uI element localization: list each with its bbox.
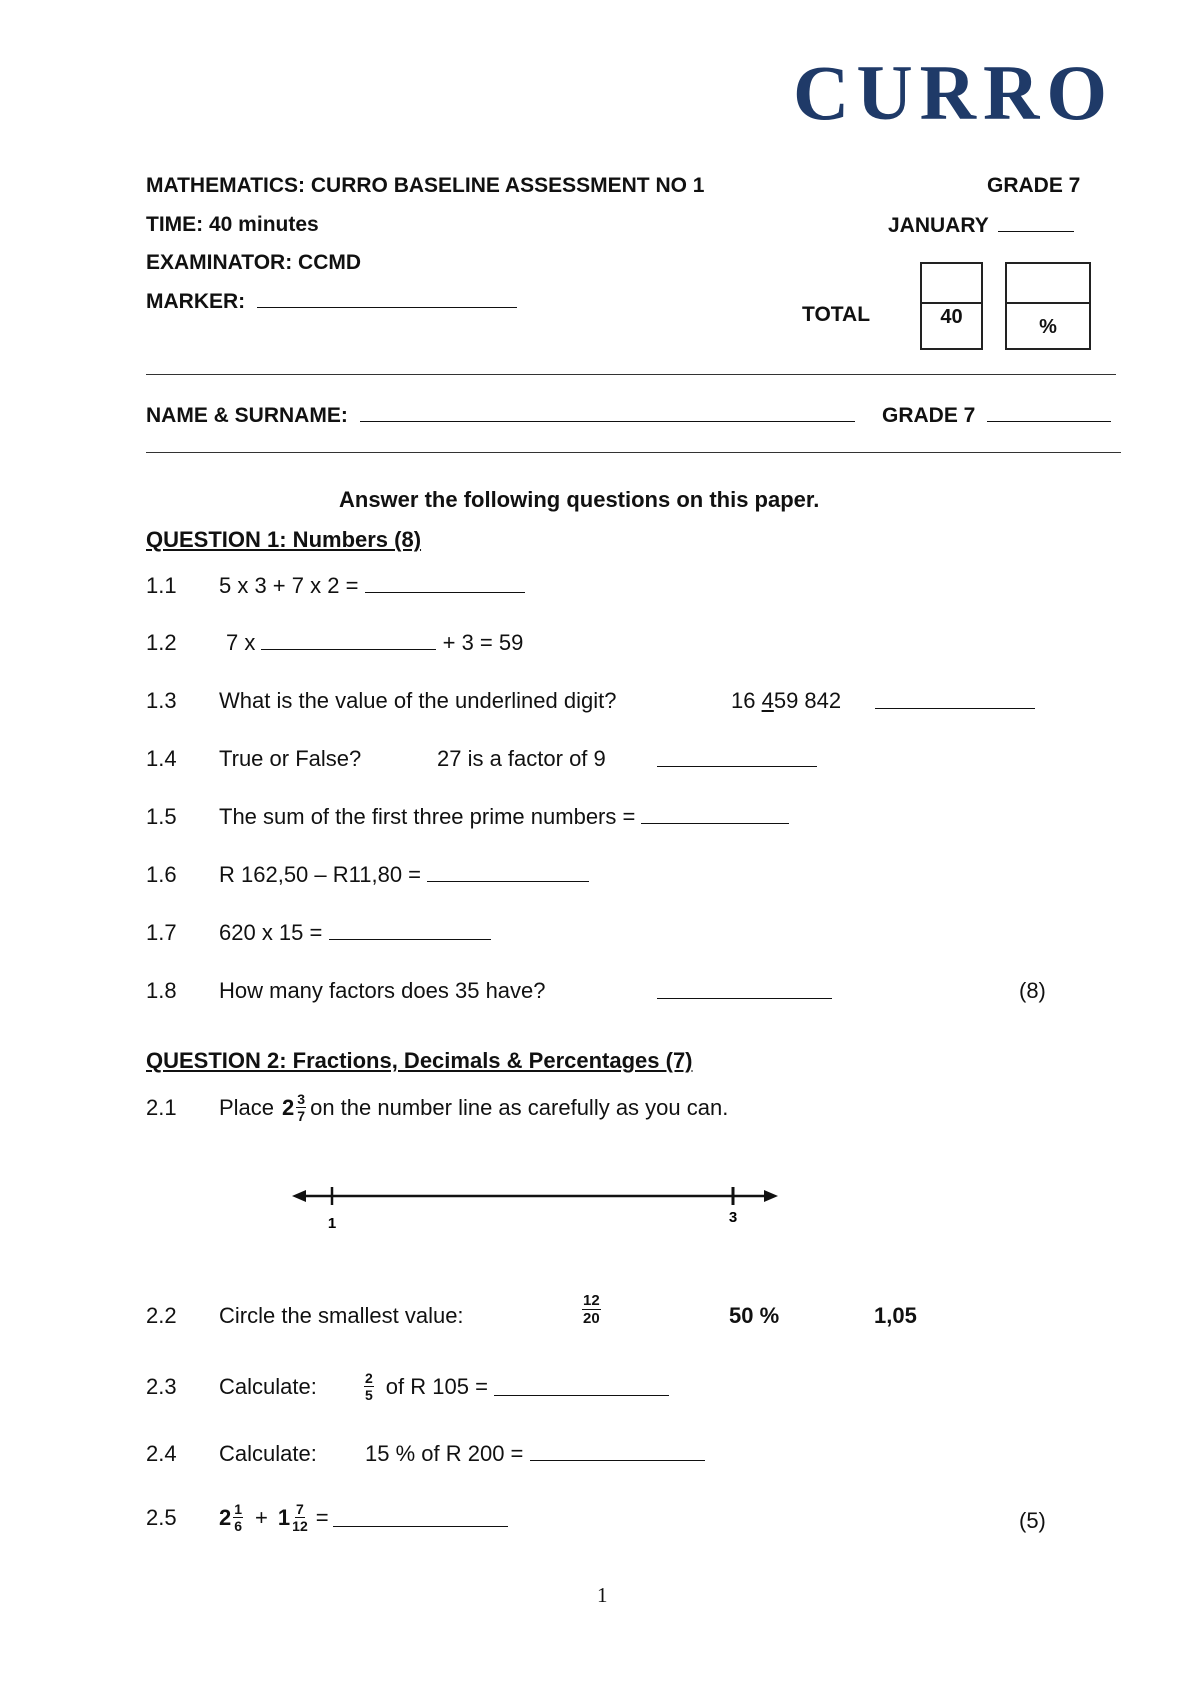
q-text: R 162,50 – R11,80 =	[219, 862, 422, 887]
q1-4	[146, 746, 361, 772]
mixed-number-whole: 2	[282, 1094, 295, 1120]
q-text-post: of R 105 =	[385, 1373, 488, 1399]
name-blank[interactable]	[360, 403, 855, 422]
question-1-title: QUESTION 1: Numbers (8)	[146, 527, 422, 552]
percent-symbol: %	[1039, 316, 1057, 338]
subject-title: MATHEMATICS: CURRO BASELINE ASSESSMENT NO 1	[146, 174, 705, 197]
answer-blank-1-8[interactable]	[657, 980, 832, 1004]
q-number: 1.3	[146, 688, 177, 713]
header-grade: GRADE 7	[987, 174, 1081, 197]
q-number: 1.6	[146, 862, 177, 887]
q-number: 1.2	[146, 630, 177, 655]
month-field[interactable]	[888, 213, 1074, 238]
number-line[interactable]	[290, 1176, 780, 1236]
q-number: 2.4	[146, 1441, 177, 1466]
answer-blank-1-2[interactable]	[261, 631, 436, 650]
total-marks-value: 40	[940, 306, 963, 328]
total-label: TOTAL	[802, 303, 871, 326]
answer-blank-2-5[interactable]	[333, 1508, 508, 1527]
q2-4	[146, 1441, 705, 1467]
q2-2	[146, 1303, 464, 1329]
q1-7	[146, 920, 491, 946]
q-number: 1.8	[146, 978, 177, 1003]
fraction: $\frac{7}{12}$	[292, 1501, 308, 1534]
q1-1	[146, 573, 525, 599]
q-text: Circle the smallest value:	[219, 1303, 464, 1328]
q-text: What is the value of the underlined digit?	[219, 688, 617, 713]
time-label: TIME: 40 minutes	[146, 213, 319, 236]
q2-5: 2.5 2 $\frac{1}{6}$ + 1 $\frac{7}{12}$ =	[146, 1502, 508, 1533]
answer-blank-1-7[interactable]	[329, 921, 491, 940]
divider-bottom	[146, 452, 1121, 453]
tick-label-3: 3	[728, 1209, 738, 1226]
q-text: 7 x	[226, 630, 256, 655]
page-number: 1	[597, 1583, 608, 1607]
answer-blank-1-5[interactable]	[641, 805, 789, 824]
q-number: 1.5	[146, 804, 177, 829]
q-text: Calculate:	[219, 1441, 317, 1466]
instruction: Answer the following questions on this paper.	[339, 487, 820, 512]
q-text-post: + 3 = 59	[442, 630, 524, 655]
question-2-title: QUESTION 2: Fractions, Decimals & Percentages (7)	[146, 1048, 693, 1073]
q-text: The sum of the first three prime numbers =	[219, 804, 636, 829]
answer-blank-1-4[interactable]	[657, 748, 817, 772]
grade-field[interactable]	[882, 403, 1111, 428]
examinator-label: EXAMINATOR: CCMD	[146, 251, 362, 274]
underlined-digit: 4	[761, 688, 774, 713]
answer-blank-1-3[interactable]	[875, 690, 1035, 714]
percentage-box[interactable]	[1005, 262, 1091, 350]
answer-blank-2-3[interactable]	[494, 1377, 669, 1396]
q-number: 2.3	[146, 1373, 177, 1399]
answer-blank-2-4[interactable]	[530, 1442, 705, 1461]
q-text: How many factors does 35 have?	[219, 978, 546, 1003]
name-field[interactable]	[146, 403, 855, 428]
q1-marks: (8)	[1019, 978, 1046, 1003]
curro-logo: CURRO	[793, 49, 1114, 136]
q1-3-number: 16 459 842	[731, 688, 842, 713]
q-text: Calculate:	[219, 1373, 317, 1399]
total-marks-box[interactable]	[920, 262, 983, 350]
grade-blank[interactable]	[987, 403, 1111, 422]
q1-8	[146, 978, 546, 1004]
grade-label: GRADE 7	[882, 404, 976, 427]
q-text: True or False?	[219, 746, 362, 771]
q-number: 1.4	[146, 746, 177, 771]
option-fraction[interactable]: $\frac{12}{20}$	[583, 1292, 600, 1327]
q-text: Place	[219, 1094, 275, 1120]
q1-6	[146, 862, 589, 888]
q-number: 1.7	[146, 920, 177, 945]
q-number: 1.1	[146, 573, 177, 598]
divider-top	[146, 374, 1116, 375]
fraction: $\frac{1}{6}$	[234, 1501, 243, 1534]
q-text-post: 15 % of R 200 =	[365, 1441, 524, 1466]
marker-label: MARKER:	[146, 290, 246, 313]
q-text-post: on the number line as carefully as you can.	[310, 1094, 729, 1120]
q-number: 2.5	[146, 1504, 177, 1530]
answer-blank-1-1[interactable]	[365, 574, 525, 593]
marker-blank[interactable]	[257, 289, 517, 308]
q-number: 2.1	[146, 1094, 177, 1120]
fraction: $\frac{2}{5}$	[365, 1370, 373, 1403]
answer-blank-1-6[interactable]	[427, 863, 589, 882]
q-text: 5 x 3 + 7 x 2 =	[219, 573, 359, 598]
option-percent[interactable]: 50 %	[729, 1303, 780, 1328]
q2-1	[146, 1092, 728, 1123]
q-text: 620 x 15 =	[219, 920, 323, 945]
fraction: $\frac{3}{7}$	[297, 1091, 306, 1124]
q1-4-statement: 27 is a factor of 9	[437, 746, 606, 771]
month-label: JANUARY	[888, 214, 989, 237]
q-number: 2.2	[146, 1303, 177, 1328]
month-blank[interactable]	[998, 213, 1074, 232]
q1-5	[146, 804, 789, 830]
q2-3	[146, 1371, 669, 1402]
option-decimal[interactable]: 1,05	[874, 1303, 917, 1328]
tick-label-1: 1	[327, 1215, 337, 1232]
marker-field[interactable]	[146, 289, 517, 314]
q2-marks: (5)	[1019, 1508, 1046, 1533]
q1-2	[146, 630, 523, 656]
q1-3	[146, 688, 616, 714]
name-label: NAME & SURNAME:	[146, 404, 348, 427]
